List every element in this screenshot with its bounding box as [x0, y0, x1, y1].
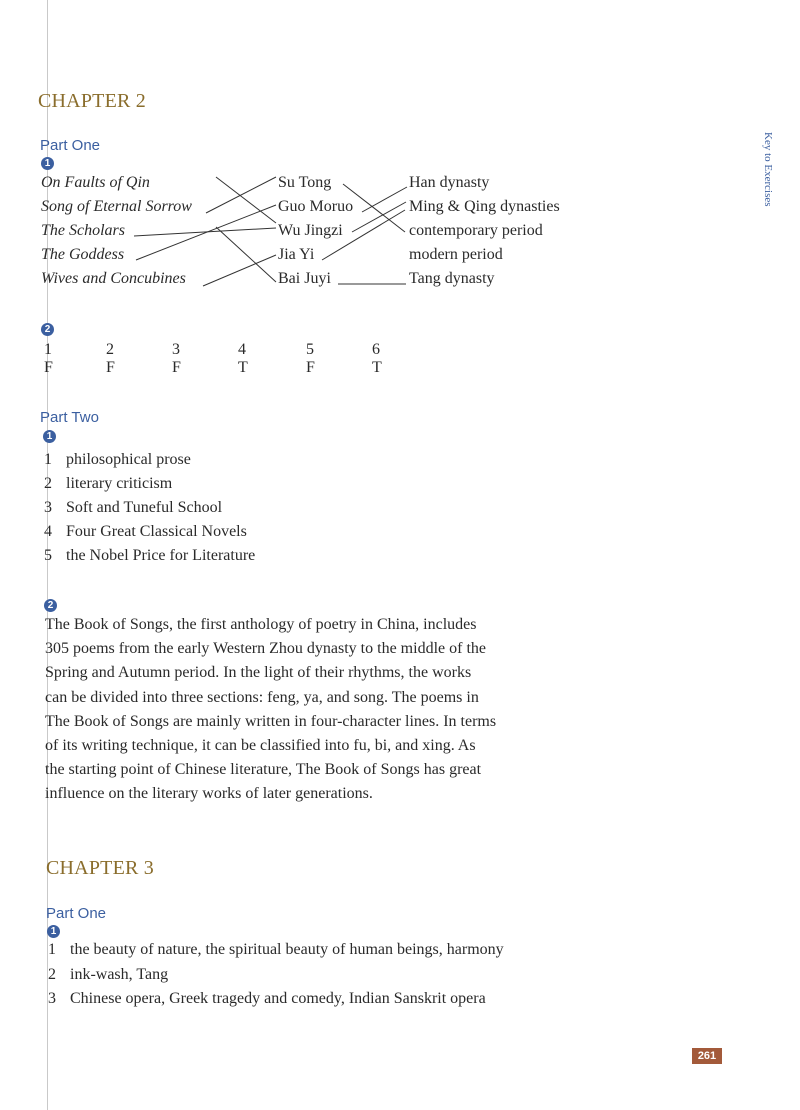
- match-line: [136, 205, 276, 260]
- author-item: Guo Moruo: [278, 198, 354, 215]
- paragraph-line: 305 poems from the early Western Zhou dynasty to the middle of the: [45, 640, 486, 658]
- section-side-label: Key to Exercises: [762, 132, 774, 207]
- tf-answer: 2 F: [106, 341, 115, 376]
- chapter-3-title: CHAPTER 3: [46, 857, 154, 879]
- period-item: Tang dynasty: [409, 270, 495, 287]
- work-item: On Faults of Qin: [41, 174, 150, 191]
- author-item: Jia Yi: [278, 246, 315, 263]
- paragraph-line: influence on the literary works of later generations.: [45, 785, 373, 803]
- ch2-p2-exercise-2-badge: 2: [44, 599, 57, 612]
- ch2-part-two-title: Part Two: [40, 409, 99, 426]
- work-item: The Scholars: [41, 222, 125, 239]
- paragraph-line: the starting point of Chinese literature, The Book of Songs has great: [45, 761, 482, 779]
- match-line: [203, 255, 276, 286]
- period-item: Ming & Qing dynasties: [409, 198, 560, 215]
- ch3-part-one-title: Part One: [46, 905, 107, 922]
- period-item: contemporary period: [409, 222, 543, 239]
- paragraph-line: of its writing technique, it can be classified into fu, bi, and xing. As: [45, 737, 476, 755]
- period-item: modern period: [409, 246, 503, 263]
- author-item: Wu Jingzi: [278, 222, 343, 239]
- work-item: Song of Eternal Sorrow: [41, 198, 192, 215]
- period-item: Han dynasty: [409, 174, 490, 191]
- paragraph-line: Spring and Autumn period. In the light of their rhythms, the works: [45, 664, 472, 682]
- match-line: [322, 210, 405, 260]
- tf-answer: 5 F: [306, 341, 315, 376]
- chapter-2-title: CHAPTER 2: [38, 90, 146, 112]
- match-line: [216, 177, 276, 223]
- work-item: Wives and Concubines: [41, 270, 186, 287]
- paragraph-line: can be divided into three sections: feng, ya, and song. The poems in: [45, 688, 479, 706]
- author-item: Bai Juyi: [278, 270, 331, 287]
- tf-answer: 4 T: [238, 341, 248, 376]
- match-line: [134, 228, 276, 236]
- author-item: Su Tong: [278, 174, 332, 191]
- tf-answer: 1 F: [44, 341, 53, 376]
- paragraph-line: The Book of Songs are mainly written in four-character lines. In terms: [45, 712, 497, 730]
- tf-answer: 6 T: [372, 341, 382, 376]
- ch2-p1-exercise-1-badge: 1: [41, 157, 54, 170]
- ch2-p2-exercise-1-badge: 1: [43, 430, 56, 443]
- ch2-part-one-title: Part One: [40, 137, 101, 154]
- answer-paragraph: [45, 613, 545, 807]
- ch2-p1-exercise-2-badge: 2: [41, 323, 54, 336]
- match-line: [206, 177, 276, 213]
- ch3-p1-exercise-1-badge: 1: [47, 925, 60, 938]
- match-line: [216, 227, 276, 282]
- page-number: 261: [692, 1048, 722, 1064]
- match-line: [352, 202, 406, 232]
- matching-lines: [0, 0, 800, 320]
- paragraph-line: The Book of Songs, the first anthology of poetry in China, includes: [45, 616, 477, 633]
- work-item: The Goddess: [41, 246, 125, 263]
- tf-answer: 3 F: [172, 341, 181, 376]
- match-line: [362, 187, 407, 212]
